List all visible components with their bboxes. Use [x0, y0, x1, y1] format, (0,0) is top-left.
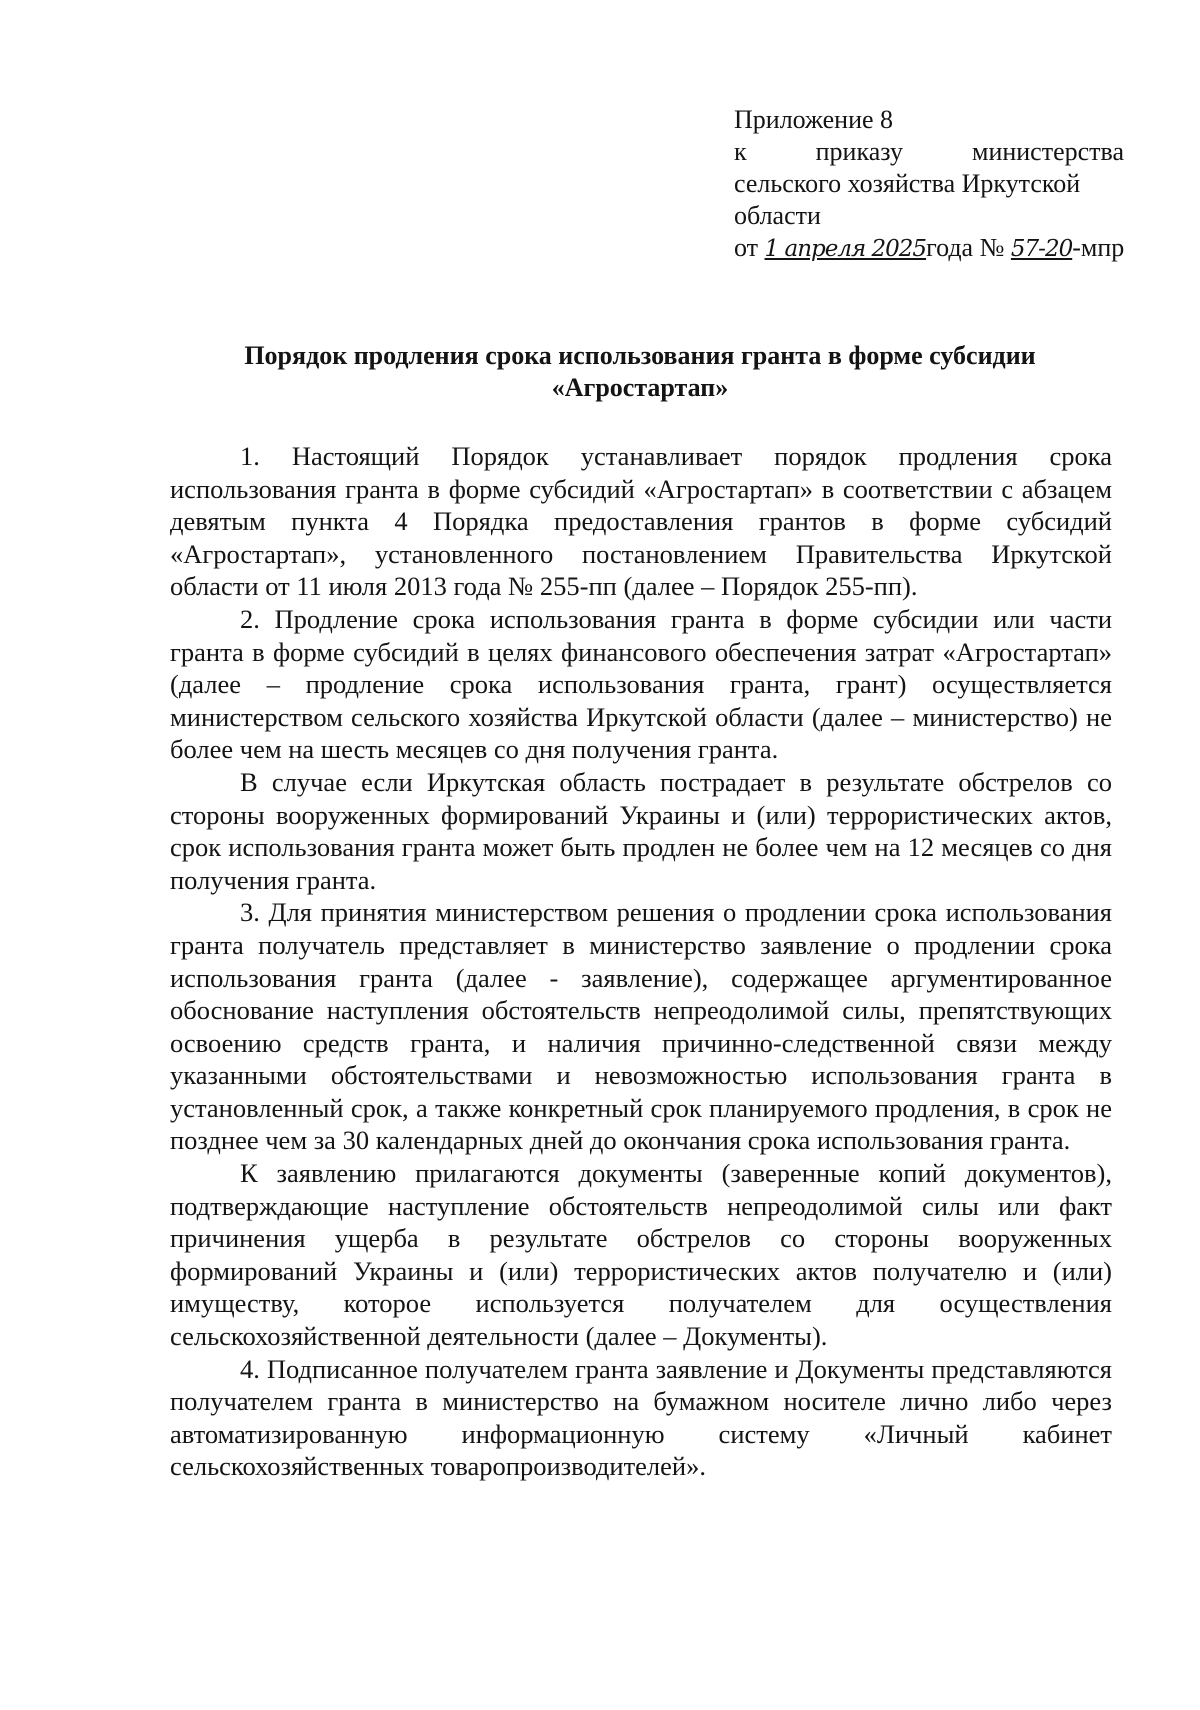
handwritten-date: 1 апреля 2025: [764, 236, 927, 262]
annex-suffix: -мпр: [1072, 233, 1125, 262]
annex-title: Приложение 8: [734, 105, 894, 134]
paragraph-2: 2. Продление срока использования гранта в форме субсидии или части гранта в форме субсидий в целях финансового обеспечения затрат «Агростартап» (далее – продление срока использования гранта, грант) осуществляется министерством сельского хозяйства Иркутской области (далее – министерство) не более чем на шесть месяцев со дня получения гранта.: [170, 603, 1112, 765]
annex-ministry-line: сельского хозяйства Иркутской: [734, 169, 1081, 198]
annex-from: от: [734, 233, 765, 262]
document-title: [170, 340, 1110, 404]
paragraph-4: 4. Подписанное получателем гранта заявление и Документы представляются получателем гранта в министерство на бумажном носителе лично либо через автоматизированную информационную систему «Личный кабинет сельскохозяйственных товаропроизводителей».: [170, 1353, 1112, 1482]
annex-date-line: [734, 232, 1124, 265]
document-body: [170, 440, 1112, 1483]
title-line-2: «Агростартап»: [551, 373, 729, 402]
annex-year-word: года №: [926, 233, 1011, 262]
paragraph-2-continued: В случае если Иркутская область пострадает в результате обстрелов со стороны вооруженных формирований Украины и (или) террористических актов, срок использования гранта может быть продлен не более чем на 12 месяцев со дня получения гранта.: [170, 766, 1112, 895]
annex-order-line: [734, 136, 1124, 168]
paragraph-3: 3. Для принятия министерством решения о продлении срока использования гранта получатель представляет в министерство заявление о продлении срока использования гранта (далее - заявление), содержащее аргументированное обоснование наступления обстоятельств непреодолимой силы, препятствующих освоению средств гранта, и наличия причинно-следственной связи между указанными обстоятельствами и невозможностью использования гранта в установленный срок, а также конкретный срок планируемого продления, в срок не позднее чем за 30 календарных дней до окончания срока использования гранта.: [170, 897, 1112, 1156]
paragraph-1: 1. Настоящий Порядок устанавливает порядок продления срока использования гранта в форме субсидий «Агростартап» в соответствии с абзацем девятым пункта 4 Порядка предоставления грантов в форме субсидий «Агростартап», установленного постановлением Правительства Иркутской области от 11 июля 2013 года № 255-пп (далее – Порядок 255-пп).: [170, 441, 1112, 602]
annex-region-line: области: [734, 201, 821, 230]
annex-word-ministry: министерства: [971, 137, 1124, 166]
handwritten-number: 57-20: [1010, 236, 1073, 262]
annex-word-k: к: [734, 137, 747, 166]
title-line-1: Порядок продления срока использования гранта в форме субсидии: [244, 341, 1036, 370]
annex-block: [734, 104, 1124, 265]
annex-word-order: приказу: [815, 137, 903, 166]
paragraph-3-continued: К заявлению прилагаются документы (заверенные копий документов), подтверждающие наступление обстоятельств непреодолимой силы или факт причинения ущерба в результате обстрелов со стороны вооруженных формирований Украины и (или) террористических актов получателю и (или) имуществу, которое используется получателем для осуществления сельскохозяйственной деятельности (далее – Документы).: [170, 1158, 1112, 1352]
